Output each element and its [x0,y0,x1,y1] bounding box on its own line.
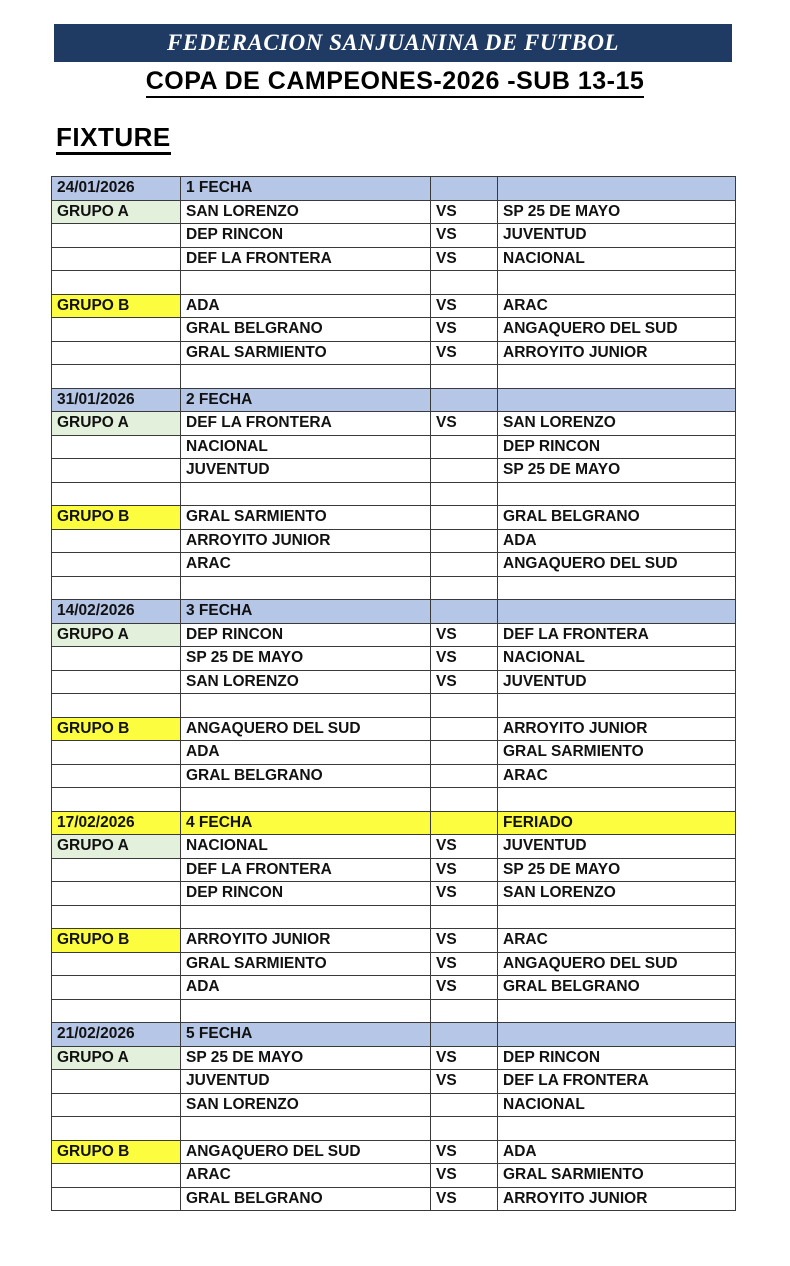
away-team: DEP RINCON [498,1046,736,1070]
home-team: ARAC [181,1164,431,1188]
home-team: SAN LORENZO [181,1093,431,1117]
spacer-row [52,788,736,812]
away-team [498,365,736,389]
fixture-table [51,176,736,1211]
group-cell [52,482,181,506]
fecha-date: 31/01/2026 [52,388,181,412]
match-row [52,1046,736,1070]
home-team: GRAL SARMIENTO [181,341,431,365]
away-team: GRAL BELGRANO [498,976,736,1000]
away-team: ANGAQUERO DEL SUD [498,553,736,577]
home-team: JUVENTUD [181,459,431,483]
match-row [52,553,736,577]
away-team: ARROYITO JUNIOR [498,1187,736,1211]
home-team: GRAL SARMIENTO [181,506,431,530]
group-cell: GRUPO A [52,835,181,859]
away-team: GRAL SARMIENTO [498,1164,736,1188]
vs-label: VS [431,835,498,859]
away-team: ANGAQUERO DEL SUD [498,318,736,342]
away-team: ARROYITO JUNIOR [498,341,736,365]
home-team [181,365,431,389]
vs-label: VS [431,1164,498,1188]
group-cell [52,247,181,271]
home-team: DEF LA FRONTERA [181,858,431,882]
home-team: DEF LA FRONTERA [181,247,431,271]
fecha-label: 1 FECHA [181,177,431,201]
home-team: DEF LA FRONTERA [181,412,431,436]
group-cell [52,224,181,248]
group-cell: GRUPO B [52,1140,181,1164]
vs-label: VS [431,976,498,1000]
vs-label: VS [431,1070,498,1094]
away-team: SP 25 DE MAYO [498,858,736,882]
home-team: DEP RINCON [181,623,431,647]
group-cell [52,459,181,483]
vs-label: VS [431,623,498,647]
away-team: DEF LA FRONTERA [498,623,736,647]
vs-label: VS [431,294,498,318]
tournament-title-text: COPA DE CAMPEONES-2026 -SUB 13-15 [146,66,645,98]
home-team: ARROYITO JUNIOR [181,929,431,953]
spacer-row [52,271,736,295]
group-cell: GRUPO B [52,929,181,953]
home-team: GRAL SARMIENTO [181,952,431,976]
match-row [52,670,736,694]
vs-label: VS [431,341,498,365]
match-row [52,506,736,530]
fecha-label: 4 FECHA [181,811,431,835]
spacer-row [52,1117,736,1141]
match-row [52,952,736,976]
home-team: ANGAQUERO DEL SUD [181,717,431,741]
away-team: GRAL BELGRANO [498,506,736,530]
fecha-header-row [52,811,736,835]
home-team: JUVENTUD [181,1070,431,1094]
group-cell [52,1187,181,1211]
fecha-header-row [52,1023,736,1047]
away-team: SP 25 DE MAYO [498,200,736,224]
away-team: DEF LA FRONTERA [498,1070,736,1094]
away-team [498,271,736,295]
away-team: ANGAQUERO DEL SUD [498,952,736,976]
away-team: ARAC [498,294,736,318]
vs-label [431,905,498,929]
match-row [52,882,736,906]
home-team: ANGAQUERO DEL SUD [181,1140,431,1164]
away-team: JUVENTUD [498,224,736,248]
match-row [52,1070,736,1094]
vs-label [431,435,498,459]
vs-label: VS [431,1187,498,1211]
vs-label [431,694,498,718]
spacer-row [52,482,736,506]
group-cell [52,858,181,882]
home-team [181,694,431,718]
group-cell [52,647,181,671]
home-team: ADA [181,976,431,1000]
home-team: DEP RINCON [181,224,431,248]
group-cell [52,318,181,342]
vs-label: VS [431,412,498,436]
away-team [498,905,736,929]
away-team: SAN LORENZO [498,412,736,436]
vs-label [431,553,498,577]
vs-label: VS [431,647,498,671]
away-team: NACIONAL [498,647,736,671]
vs-label [431,365,498,389]
fecha-vs-cell [431,388,498,412]
group-cell [52,1117,181,1141]
group-cell [52,670,181,694]
vs-label [431,529,498,553]
home-team: SP 25 DE MAYO [181,647,431,671]
group-cell: GRUPO B [52,506,181,530]
away-team [498,999,736,1023]
group-cell [52,741,181,765]
fecha-header-row [52,600,736,624]
home-team: GRAL BELGRANO [181,1187,431,1211]
fecha-date: 14/02/2026 [52,600,181,624]
vs-label: VS [431,670,498,694]
match-row [52,741,736,765]
group-cell [52,1164,181,1188]
fecha-vs-cell [431,1023,498,1047]
group-cell [52,341,181,365]
home-team: SAN LORENZO [181,670,431,694]
spacer-row [52,905,736,929]
group-cell [52,905,181,929]
home-team: NACIONAL [181,835,431,859]
vs-label [431,1117,498,1141]
vs-label: VS [431,858,498,882]
group-cell: GRUPO B [52,717,181,741]
vs-label [431,741,498,765]
away-team [498,788,736,812]
match-row [52,1187,736,1211]
match-row [52,247,736,271]
spacer-row [52,365,736,389]
group-cell [52,365,181,389]
away-team: ARAC [498,929,736,953]
tournament-title [0,66,790,98]
vs-label: VS [431,318,498,342]
away-team [498,482,736,506]
fecha-date: 21/02/2026 [52,1023,181,1047]
home-team: ADA [181,741,431,765]
vs-label [431,788,498,812]
group-cell [52,788,181,812]
match-row [52,1140,736,1164]
fecha-vs-cell [431,600,498,624]
away-team: ARAC [498,764,736,788]
match-row [52,835,736,859]
match-row [52,200,736,224]
match-row [52,647,736,671]
group-cell [52,694,181,718]
away-team: JUVENTUD [498,670,736,694]
home-team [181,482,431,506]
away-team: ADA [498,1140,736,1164]
vs-label: VS [431,200,498,224]
spacer-row [52,694,736,718]
vs-label: VS [431,224,498,248]
match-row [52,412,736,436]
vs-label [431,271,498,295]
fecha-label: 2 FECHA [181,388,431,412]
fecha-header-row [52,388,736,412]
match-row [52,764,736,788]
vs-label [431,717,498,741]
match-row [52,294,736,318]
vs-label [431,482,498,506]
home-team [181,271,431,295]
fecha-label: 5 FECHA [181,1023,431,1047]
home-team: GRAL BELGRANO [181,764,431,788]
fecha-date: 24/01/2026 [52,177,181,201]
fecha-note [498,177,736,201]
fecha-note [498,1023,736,1047]
vs-label [431,1093,498,1117]
home-team: DEP RINCON [181,882,431,906]
match-row [52,435,736,459]
fecha-vs-cell [431,177,498,201]
vs-label: VS [431,929,498,953]
away-team: JUVENTUD [498,835,736,859]
match-row [52,459,736,483]
away-team: DEP RINCON [498,435,736,459]
spacer-row [52,576,736,600]
home-team: ARROYITO JUNIOR [181,529,431,553]
group-cell [52,1093,181,1117]
away-team [498,1117,736,1141]
away-team [498,694,736,718]
match-row [52,341,736,365]
match-row [52,976,736,1000]
fixture-heading: FIXTURE [56,122,171,155]
match-row [52,318,736,342]
fecha-note [498,388,736,412]
group-cell [52,764,181,788]
match-row [52,224,736,248]
group-cell [52,271,181,295]
home-team [181,999,431,1023]
vs-label [431,999,498,1023]
home-team: GRAL BELGRANO [181,318,431,342]
fecha-vs-cell [431,811,498,835]
home-team [181,1117,431,1141]
group-cell: GRUPO A [52,1046,181,1070]
group-cell: GRUPO A [52,200,181,224]
home-team [181,576,431,600]
home-team [181,905,431,929]
away-team: SAN LORENZO [498,882,736,906]
group-cell [52,553,181,577]
home-team: ARAC [181,553,431,577]
group-cell [52,999,181,1023]
home-team: SP 25 DE MAYO [181,1046,431,1070]
vs-label: VS [431,1140,498,1164]
group-cell [52,529,181,553]
federation-banner: FEDERACION SANJUANINA DE FUTBOL [54,24,732,62]
vs-label [431,506,498,530]
vs-label [431,459,498,483]
away-team: NACIONAL [498,247,736,271]
away-team [498,576,736,600]
fecha-label: 3 FECHA [181,600,431,624]
fixture-table-body [52,177,736,1211]
fecha-note: FERIADO [498,811,736,835]
vs-label [431,576,498,600]
home-team [181,788,431,812]
away-team: ADA [498,529,736,553]
spacer-row [52,999,736,1023]
group-cell: GRUPO A [52,623,181,647]
home-team: ADA [181,294,431,318]
away-team: ARROYITO JUNIOR [498,717,736,741]
group-cell [52,435,181,459]
match-row [52,717,736,741]
vs-label: VS [431,882,498,906]
away-team: SP 25 DE MAYO [498,459,736,483]
match-row [52,858,736,882]
fecha-date: 17/02/2026 [52,811,181,835]
group-cell [52,952,181,976]
vs-label: VS [431,952,498,976]
fecha-header-row [52,177,736,201]
group-cell [52,576,181,600]
vs-label [431,764,498,788]
match-row [52,1164,736,1188]
match-row [52,623,736,647]
home-team: NACIONAL [181,435,431,459]
vs-label: VS [431,247,498,271]
match-row [52,929,736,953]
group-cell: GRUPO A [52,412,181,436]
away-team: NACIONAL [498,1093,736,1117]
group-cell [52,1070,181,1094]
match-row [52,1093,736,1117]
away-team: GRAL SARMIENTO [498,741,736,765]
group-cell: GRUPO B [52,294,181,318]
home-team: SAN LORENZO [181,200,431,224]
group-cell [52,976,181,1000]
group-cell [52,882,181,906]
match-row [52,529,736,553]
vs-label: VS [431,1046,498,1070]
fecha-note [498,600,736,624]
